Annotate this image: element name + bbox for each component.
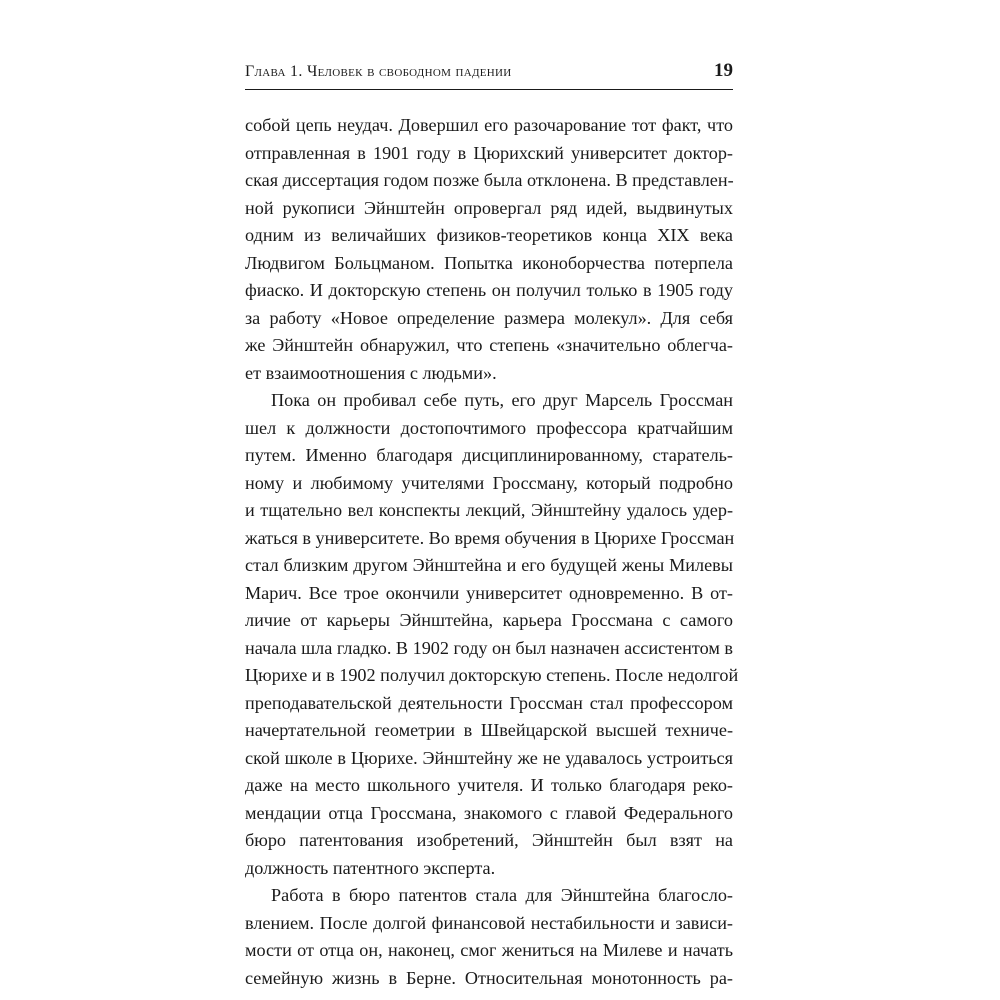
text-line: Пока он пробивал себе путь, его друг Марсель Гроссман: [271, 390, 733, 410]
text-line: даже на место школьного учителя. И только благодаря реко-: [245, 775, 733, 795]
body-text: [245, 112, 739, 992]
text-line: же Эйнштейн обнаружил, что степень «значительно облегча-: [245, 335, 733, 355]
text-line: ной рукописи Эйнштейн опровергал ряд идей, выдвинутых: [245, 197, 733, 218]
text-line: влением. После долгой финансовой нестабильности и зависи-: [245, 912, 733, 933]
text-line: Цюрихе и в 1902 получил докторскую степень. После недолгой: [245, 665, 739, 685]
text-line: Марич. Все трое окончили университет одновременно. В от-: [245, 582, 733, 603]
text-line: и тщательно вел конспекты лекций, Эйнштейну удалось удер-: [245, 500, 733, 520]
text-line: стал близким другом Эйнштейна и его будущей жены Милевы: [245, 555, 733, 575]
text-line: ет взаимоотношения с людьми».: [245, 362, 497, 383]
text-line: мости от отца он, наконец, смог жениться на Милеве и начать: [245, 940, 733, 960]
text-line: ская диссертация годом позже была отклонена. В представлен-: [245, 170, 734, 190]
text-line: Работа в бюро патентов стала для Эйнштейна благосло-: [271, 885, 733, 905]
text-line: мендации отца Гроссмана, знакомого с главой Федерального: [245, 802, 733, 823]
text-line: шел к должности достопочтимого профессора кратчайшим: [245, 417, 733, 438]
text-line: собой цепь неудач. Довершил его разочарование тот факт, что: [245, 115, 733, 135]
text-line: должность патентного эксперта.: [245, 857, 496, 878]
text-line: отправленная в 1901 году в Цюрихский университет доктор-: [245, 142, 733, 163]
text-line: ному и любимому учителями Гроссману, который подробно: [245, 472, 733, 493]
page-number: 19: [714, 60, 733, 81]
text-line: семейную жизнь в Берне. Относительная монотонность ра-: [245, 967, 733, 988]
text-line: преподавательской деятельности Гроссман стал профессором: [245, 692, 733, 713]
text-line: фиаско. И докторскую степень он получил только в 1905 году: [245, 280, 733, 300]
text-line: бюро патентования изобретений, Эйнштейн был взят на: [245, 830, 733, 850]
text-line: одним из величайших физиков-теоретиков конца XIX века: [245, 225, 733, 245]
text-line: начала шла гладко. В 1902 году он был назначен ассистентом в: [245, 637, 733, 658]
text-line: путем. Именно благодаря дисциплинированному, старатель-: [245, 445, 733, 465]
header-rule: [245, 89, 733, 90]
text-line: за работу «Новое определение размера молекул». Для себя: [245, 307, 733, 328]
text-line: личие от карьеры Эйнштейна, карьера Гроссмана с самого: [245, 610, 733, 630]
text-line: ской школе в Цюрихе. Эйнштейну же не удавалось устроиться: [245, 747, 733, 768]
text-line: Людвигом Больцманом. Попытка иконоборчества потерпела: [245, 252, 733, 273]
text-line: начертательной геометрии в Швейцарской высшей техниче-: [245, 720, 733, 740]
chapter-running-title: Глава 1. Человек в свободном падении: [245, 63, 512, 80]
text-line: жаться в университете. Во время обучения в Цюрихе Гроссман: [245, 527, 735, 548]
running-head: [245, 60, 733, 86]
